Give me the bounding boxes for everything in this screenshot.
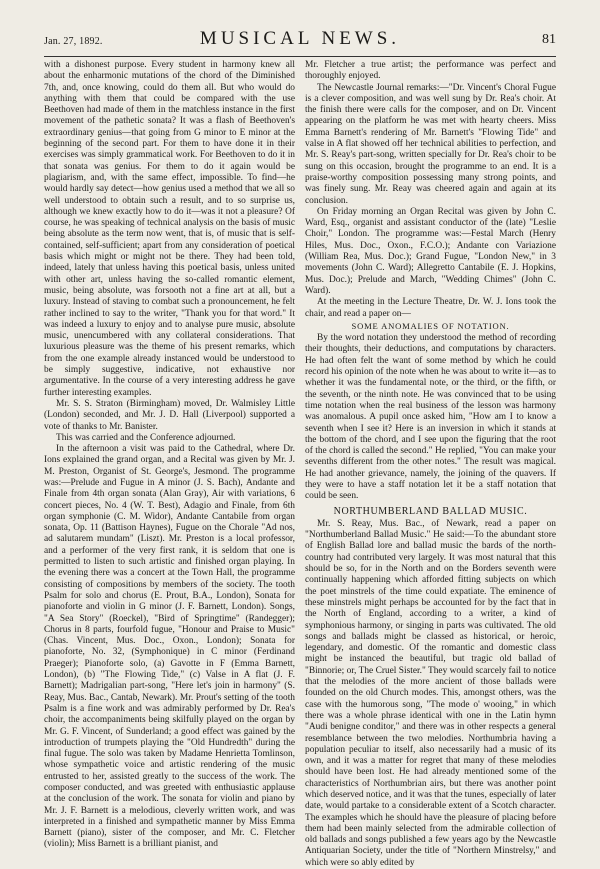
right-column: [305, 60, 556, 869]
issue-date: Jan. 27, 1892.: [44, 36, 103, 47]
paragraph: Mr. Fletcher a true artist; the performance was perfect and thoroughly enjoyed.: [305, 60, 556, 82]
paragraph: At the meeting in the Lecture Theatre, Dr. W. J. Ions took the chair, and read a paper on—: [305, 297, 556, 319]
page-number: 81: [542, 32, 556, 47]
section-subheading: SOME ANOMALIES OF NOTATION.: [351, 320, 510, 331]
paragraph: By the word notation they understood the method of recording their thoughts, their deductions, and computations by characters. He had often felt the want of some method by which he could record his opinion of the note when he was about to write it—as to whether it was the fundamental note, or the third, or the fifth, or the seventh, or the ninth note. He was convinced that to be using time notation when the real business of the lesson was harmony was anomalous. A pupil once asked him, "How am I to know a seventh when I see it? Here is an inversion in which it stands at the bottom of the chord, and I see upon the figuring that the root of the chord is called the second." He replied, "You can make your sevenths different from the other notes." The result was magical. He had another grievance, namely, the joining of the quavers. If they were to have a staff notation let it be a staff notation that could be seen.: [305, 333, 556, 502]
header-rule: [44, 56, 556, 57]
left-column: [44, 60, 295, 851]
paragraph: Mr. S. Reay, Mus. Bac., of Newark, read a paper on "Northumberland Ballad Music." He said:—To the abundant store of English Ballad lore and ballad music the bards of the north-country had contributed very largely. It was most natural that this should be so, for in the North and on the Borders seventh were continually happening which afforded fitting subjects on which the poet minstrels of the time could expatiate. The eminence of these minstrels might perhaps be accounted for by the fact that in the North of England, according to a writer, a kind of symphonious harmony, or singing in parts was cultivated. The old songs and ballads might be classed as historical, or heroic, legendary, and domestic. Of the romantic and domestic class might be instanced the beautiful, but tragic old ballad of "Binnorie; or, The Cruel Sister." They would scarcely fail to notice that the melodies of the more ancient of those ballads were founded on the old Church modes. This, amongst others, was the case with the humorous song, "The mode o' wooing," in which there was a whole phrase identical with one in the Latin hymn "Audi benigne conditor," and there was in other respects a general resemblance between the two melodies. Northumbria having a population peculiar to itself, also necessarily had a music of its own, and it was a matter for regret that many of these melodies should have been lost. He had already mentioned some of the characteristics of Northumbrian airs, but there was another point which deserved notice, and it was that the tunes, especially of later date, would partake to a considerable extent of a Scotch character. The examples which he should have the pleasure of placing before them had been mainly selected from the admirable collection of old ballads and songs published a few years ago by the Newcastle Antiquarian Society, under the title of "Northern Minstrelsy," and which were so ably edited by: [305, 518, 556, 868]
paragraph: On Friday morning an Organ Recital was given by John C. Ward, Esq., organist and assistant conductor of the (late) "Leslie Choir," London. The programme was:—Festal March (Henry Hiles, Mus. Doc., Oxon., F.C.O.); Andante con Variazione (William Rea, Mus. Doc.); Grand Fugue, "London New," in 3 movements (John C. Ward); Allegretto Cantabile (E. J. Hopkins, Mus. Doc.); Prelude and March, "Wedding Chimes" (John C. Ward).: [305, 206, 556, 296]
paragraph: The Newcastle Journal remarks:—"Dr. Vincent's Choral Fugue is a clever composition, and was well sung by Dr. Rea's choir. At the finish there were calls for the composer, and on Dr. Vincent appearing on the platform he was met with hearty cheers. Miss Emma Barnett's rendering of Mr. Barnett's "Flowing Tide" and valse in A flat showed off her technical abilities to perfection, and Mr. S. Reay's part-song, written specially for Dr. Rea's choir to be sung on this occasion, brought the programme to an end. It is a praise-worthy composition possessing many strong points, and was finely sung. Mr. Reay was cheered again and again at its conclusion.: [305, 82, 556, 206]
paragraph: In the afternoon a visit was paid to the Cathedral, where Dr. Ions explained the grand organ, and a Recital was given by Mr. J. M. Preston, Organist of St. George's, Jesmond. The programme was:—Prelude and Fugue in A minor (J. S. Bach), Andante and Finale from 4th organ sonata (Alan Gray), Air with variations, 6 concert pieces, No. 4 (W. T. Best), Adagio and Finale, from 6th organ symphonie (C. M. Widor), Andante Cantabile from organ sonata, Op. 11 (Battison Haynes), Fugue on the Chorale "Ad nos, ad salutarem mundam" (Liszt). Mr. Preston is a local professor, and a performer of the very first rank, it is seldom that one is permitted to listen to such artistic and finished organ playing. In the evening there was a concert at the Town Hall, the programme consisting of compositions by members of the society. The tooth Psalm for solo and chorus (E. Prout, B.A., London), Sonata for pianoforte and violin in G minor (J. F. Barnett, London). Songs, "A Sea Story" (Roeckel), "Bird of Springtime" (Randegger); Chorus in 8 parts, fourfold fugue, "Honour and Praise to Music" (Chas. Vincent, Mus. Doc., Oxon., London); Sonata for pianoforte, No. 32, (Symphonique) in C minor (Ferdinand Praeger); Pianoforte solo, (a) Gavotte in F (Emma Barnett, London), (b) "The Flowing Tide," (c) Valse in A flat (J. F. Barnett); Madrigalian part-song, "Here let's join in harmony" (S. Reay, Mus. Bac., Cantab, Newark). Mr. Prout's setting of the tooth Psalm is a fine work and was admirably performed by Dr. Rea's choir, the accompaniments being skilfully played on the organ by Mr. G. F. Vincent, of Sunderland; a good effect was gained by the introduction of trumpets playing the "Old Hundredth" during the final fugue. The solo was taken by Madame Henrietta Tomlinson, whose sympathetic voice and artistic rendering of the music entrusted to her, assisted greatly to the success of the work. The composer conducted, and was greeted with enthusiastic applause at the conclusion of the work. The sonata for violin and piano by Mr. J. F. Barnett is a melodious, cleverly written work, and was interpreted in a finished and sympathetic manner by Miss Emma Barnett (piano), sister of the composer, and Mr. C. Fletcher (violin); Miss Barnett is a brilliant pianist, and: [44, 444, 295, 850]
section-heading: NORTHUMBERLAND BALLAD MUSIC.: [333, 505, 528, 517]
paragraph: with a dishonest purpose. Every student in harmony knew all about the enharmonic mutations of the chord of the Diminished 7th, and, once knowing, could do them all. But who would do anything with them that could be compared with the use Beethoven had made of them in the matchless instance in the first movement of the pathetic sonata? It was a flash of Beethoven's extraordinary genius—that going from G minor to E minor at the beginning of the second part. For them to have done it in their exercises was simply grammatical work. For Beethoven to do it in that sonata was genius. For them to do it again would be plagiarism, and, with the same effect, impossible. To find—he would hardly say detect—how genius used a method that we all so well understood to obtain such a result, and to so surprise us, although we knew exactly how to do it—was it not a pleasure? Of course, he was speaking of technical analysis on the basis of music being absolute as the term now went, that is, of music that is self-contained, self-sufficient; apart from any consideration of poetical basis which might or might not be there. They had been told, indeed, lately that unless having this poetical basis, unless united with other art, unless having the so-called romantic element, music, being absolute, was forsooth not a fine art at all, but a luxury. Instead of staving to combat such a pronouncement, he felt rather inclined to say to the writer, "Thank you for that word." It was indeed a luxury to enjoy and to analyse pure music, absolute music, unencumbered with any collateral considerations. That luxurious pleasure was the theme of his present remarks, which from the one example already instanced would be understood to be simply suggestive, indicative, not exhaustive nor argumentative. In the course of a very interesting address he gave further interesting examples.: [44, 60, 295, 398]
masthead-title: MUSICAL NEWS.: [199, 28, 401, 49]
page-header: [44, 28, 556, 50]
paragraph: Mr. S. S. Straton (Birmingham) moved, Dr. Walmisley Little (London) seconded, and Mr. J. D. Hall (Liverpool) supported a vote of thanks to Mr. Banister.: [44, 398, 295, 432]
paragraph: This was carried and the Conference adjourned.: [56, 432, 236, 443]
